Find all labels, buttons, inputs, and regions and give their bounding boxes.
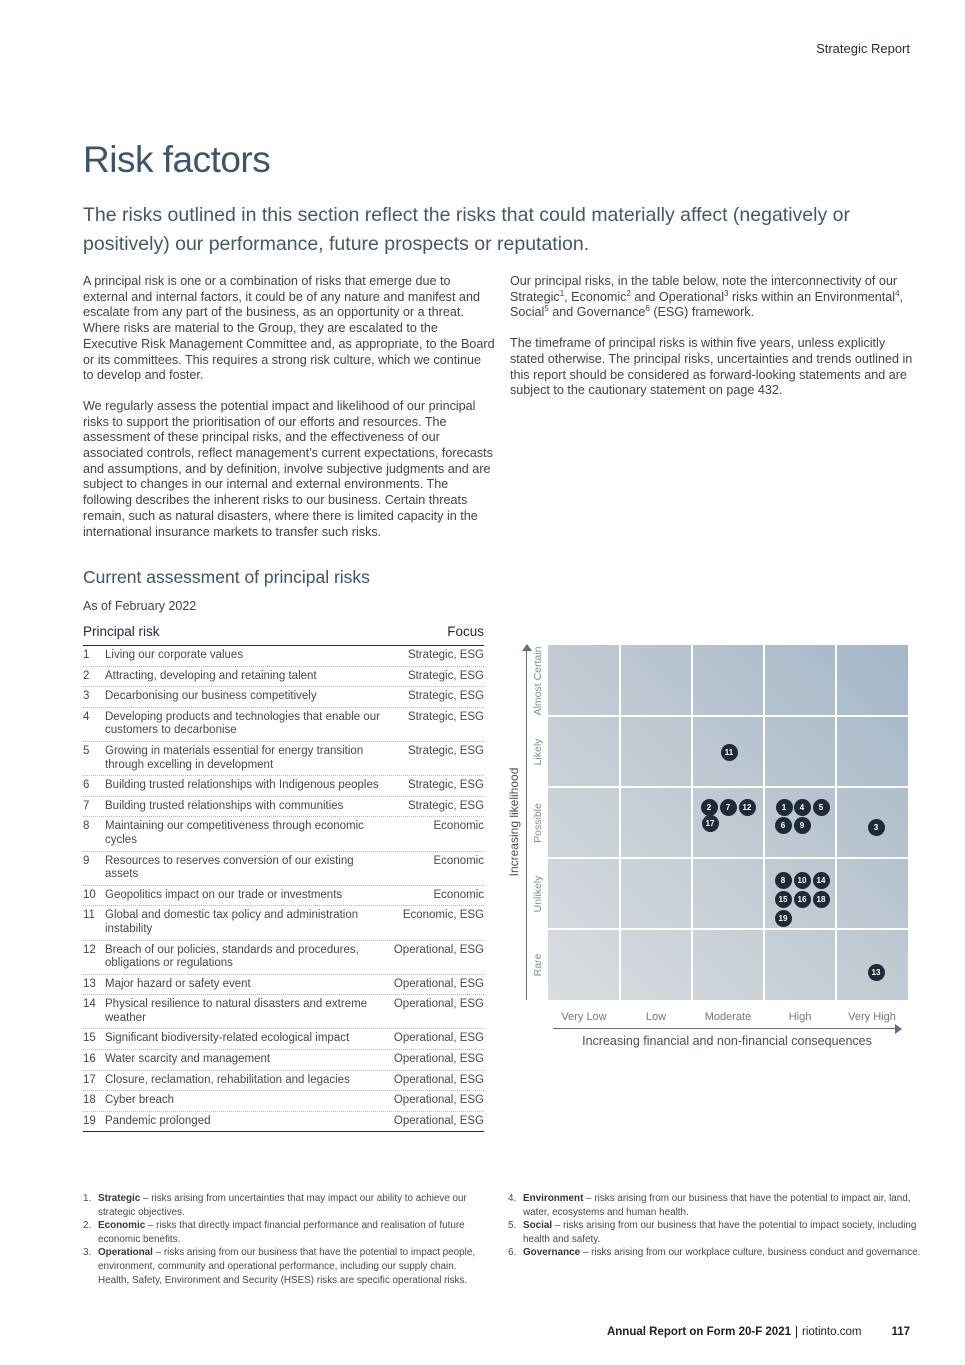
text-run: , Economic [564, 289, 627, 304]
footnote-item [83, 1192, 485, 1219]
gridline-horizontal [548, 786, 908, 788]
paragraph: The timeframe of principal risks is within five years, unless explicitly stated otherwise. The principal risks, uncertainties and trends outlined in this report should be considered as forward-looking statements and are subject to the cautionary statement on page 432. [510, 336, 913, 398]
gridline-horizontal [548, 715, 908, 717]
risk-focus: Economic [433, 820, 484, 833]
risk-focus: Economic [433, 888, 485, 901]
footnote-text: Operational – risks arising from our business that have the potential to impact people, environment, community and operational performance, including our supply chain. Health, Safety, Environment and Security (HSES) risks are specific operational risks. [98, 1247, 476, 1286]
row-number: 15 [83, 1032, 96, 1045]
intro-left-column [83, 274, 495, 540]
gridline-horizontal [548, 857, 908, 859]
text-run: , Social [510, 289, 904, 320]
risk-name: Global and domestic tax policy and administration instability [105, 909, 359, 935]
footnote-reference: 4 [895, 288, 900, 298]
risk-name: Resources to reserves conversion of our existing assets [105, 854, 354, 881]
footnote-reference: 6 [645, 304, 650, 314]
as-of-date: As of February 2022 [83, 599, 197, 613]
footnote-text: Social – risks arising from our business that have the potential to impact society, including health and safety. [523, 1220, 917, 1245]
gridline-horizontal [548, 928, 908, 930]
table-row [83, 708, 484, 742]
risk-matrix-plot [548, 645, 908, 1000]
paragraph: A principal risk is one or a combination of risks that emerge due to external and internal factors, it could be of any nature and manifest and escalate from any part of the business, as an opportunity or a threat. Where risks are material to the Group, they are escalated to the Executive Risk Management Committee and, as appropriate, to the Board or its committees. This requires a strong risk culture, which we continue to develop and foster. [83, 274, 495, 383]
y-axis-tick: Unlikely [532, 875, 544, 912]
risk-name: Building trusted relationships with communities [105, 799, 344, 812]
x-axis-title: Increasing financial and non-financial consequences [582, 1034, 872, 1048]
footnote-item [83, 1246, 485, 1287]
risk-point-5: 5 [813, 799, 830, 816]
row-number: 6 [83, 779, 90, 792]
risk-name: Breach of our policies, standards and procedures, obligations or regulations [105, 943, 359, 970]
risk-name: Developing products and technologies that enable our customers to decarbonise [105, 710, 380, 737]
risk-point-6: 6 [775, 817, 792, 834]
gridline-vertical [619, 645, 621, 1000]
table-row [83, 1029, 484, 1050]
footnote-item [508, 1192, 928, 1219]
footnotes-left [83, 1192, 485, 1287]
text-run: (ESG) framework. [649, 305, 755, 320]
page-number: 117 [891, 1326, 910, 1338]
footer-report-title: Annual Report on Form 20-F 2021 [606, 1326, 791, 1338]
risk-point-11: 11 [721, 744, 738, 761]
risk-point-16: 16 [794, 891, 811, 908]
x-axis-line [553, 1028, 895, 1029]
text-run: Our principal risks, in the table below, note the interconnectivity of our Strategic [510, 274, 898, 304]
x-axis-tick: High [788, 1011, 812, 1023]
table-row [83, 797, 484, 818]
footer-website: riotinto.com [802, 1326, 862, 1338]
row-number: 17 [83, 1073, 96, 1086]
x-axis-arrow-icon [895, 1024, 902, 1034]
y-axis-tick: Likely [532, 738, 544, 765]
risk-name: Pandemic prolonged [105, 1114, 211, 1127]
footnote-item [83, 1219, 485, 1246]
row-number: 2 [83, 669, 90, 682]
row-number: 7 [83, 799, 90, 812]
gridline-vertical [691, 645, 693, 1000]
risk-point-12: 12 [739, 799, 756, 816]
footnote-reference: 5 [544, 304, 549, 314]
risk-point-2: 2 [701, 799, 718, 816]
risk-name: Significant biodiversity-related ecological impact [105, 1032, 350, 1045]
footnote-number: 3. [83, 1247, 92, 1259]
row-number: 8 [83, 820, 90, 833]
risk-name: Living our corporate values [105, 649, 244, 661]
risk-name: Cyber breach [105, 1094, 175, 1107]
risk-name: Physical resilience to natural disasters and extreme weather [105, 998, 368, 1024]
risk-name: Closure, reclamation, rehabilitation and legacies [105, 1073, 350, 1086]
table-row [83, 776, 484, 797]
risk-focus: Operational, ESG [393, 1114, 485, 1127]
y-axis-title: Increasing likelihood [507, 767, 521, 877]
footnote-text: Governance – risks arising from our workplace culture, business conduct and governance. [523, 1247, 921, 1259]
risk-focus: Strategic, ESG [407, 669, 484, 682]
risk-focus: Operational, ESG [393, 1073, 485, 1086]
row-number: 12 [83, 943, 96, 956]
y-axis-arrow-icon [522, 644, 532, 651]
risk-point-4: 4 [794, 799, 811, 816]
table-row [83, 1091, 484, 1112]
row-number: 1 [83, 649, 90, 661]
risk-focus: Strategic, ESG [407, 799, 485, 812]
principal-risk-table [83, 624, 484, 1132]
footnote-item [508, 1219, 928, 1246]
footnote-reference: 1 [559, 288, 565, 298]
row-number: 14 [83, 998, 96, 1011]
paragraph [510, 274, 920, 321]
row-number: 19 [83, 1114, 96, 1127]
risk-name: Attracting, developing and retaining talent [105, 669, 317, 682]
risk-focus: Strategic, ESG [407, 690, 485, 703]
risk-name: Major hazard or safety event [105, 977, 251, 990]
footnote-number: 2. [83, 1220, 92, 1232]
risk-focus: Operational, ESG [393, 1094, 484, 1107]
table-row [83, 817, 484, 851]
table-row [83, 941, 484, 975]
risk-focus: Operational, ESG [393, 1032, 485, 1045]
y-axis-tick: Almost Certain [532, 646, 544, 715]
x-axis-tick: Low [645, 1011, 667, 1023]
text-run: and Governance [548, 305, 646, 320]
footnote-reference: 3 [724, 288, 729, 298]
y-axis-tick: Possible [532, 802, 544, 843]
page-subtitle: The risks outlined in this section reflect the risks that could materially affect (negatively or positively) our performance, future prospects or reputation. [83, 204, 850, 255]
risk-focus: Economic [433, 854, 484, 867]
risk-point-13: 13 [868, 964, 885, 981]
table-row [83, 742, 484, 776]
page-footer [607, 1326, 910, 1338]
risk-focus: Strategic, ESG [407, 710, 484, 723]
table-row [83, 687, 484, 708]
risk-point-9: 9 [794, 817, 811, 834]
risk-focus: Strategic, ESG [407, 744, 484, 757]
table-row [83, 995, 484, 1029]
risk-point-3: 3 [868, 819, 885, 836]
risk-focus: Operational, ESG [393, 977, 485, 990]
table-row [83, 906, 484, 940]
gridline-vertical [835, 645, 837, 1000]
footnote-item [508, 1246, 928, 1260]
footer-divider [796, 1326, 797, 1338]
risk-point-18: 18 [813, 891, 830, 908]
table-row [83, 852, 484, 886]
risk-focus: Operational, ESG [393, 1053, 485, 1066]
risk-name: Decarbonising our business competitively [105, 690, 317, 703]
risk-focus: Operational, ESG [393, 998, 484, 1011]
row-number: 13 [83, 977, 96, 990]
table-row [83, 1112, 484, 1133]
column-header-risk: Principal risk [83, 624, 160, 639]
intro-right-column [510, 274, 920, 399]
table-body [83, 646, 484, 1132]
risk-point-7: 7 [720, 799, 737, 816]
footnote-number: 5. [508, 1220, 517, 1232]
table-header-row [83, 624, 484, 646]
footnote-number: 6. [508, 1247, 517, 1259]
risk-name: Building trusted relationships with Indigenous peoples [105, 779, 379, 792]
paragraph: We regularly assess the potential impact and likelihood of our principal risks to support the prioritisation of our efforts and resources. The assessment of these principal risks, and the effectiveness of our associated controls, reflect management’s current expectations, forecasts and assumptions, and by definition, involve subjective judgments and are subject to changes in our internal and external environments. The following describes the inherent risks to our business. Certain threats remain, such as natural disasters, where there is limited capacity in the international insurance markets to transfer such risks. [83, 398, 493, 539]
risk-point-1: 1 [776, 799, 793, 816]
row-number: 5 [83, 744, 90, 757]
row-number: 18 [83, 1094, 96, 1107]
risk-point-10: 10 [794, 872, 811, 889]
risk-point-8: 8 [775, 872, 792, 889]
footnote-text: Economic – risks that directly impact financial performance and realisation of future economic benefits. [98, 1220, 465, 1245]
x-axis-tick: Very Low [561, 1011, 607, 1023]
gridline-vertical [763, 645, 765, 1000]
text-run: risks within an Environmental [728, 289, 896, 304]
table-row [83, 1050, 484, 1071]
risk-name: Geopolitics impact on our trade or investments [105, 888, 343, 901]
section-heading: Current assessment of principal risks [83, 567, 370, 587]
table-row [83, 646, 484, 667]
risk-focus: Strategic, ESG [407, 779, 484, 792]
table-row [83, 975, 484, 996]
footnotes-right [508, 1192, 928, 1260]
text-run: and Operational [630, 289, 725, 304]
table-row [83, 886, 484, 907]
risk-name: Maintaining our competitiveness through economic cycles [105, 820, 364, 846]
risk-name: Growing in materials essential for energy transition through excelling in development [105, 744, 364, 771]
row-number: 11 [83, 909, 95, 922]
x-axis-tick: Very High [848, 1011, 896, 1023]
risk-name: Water scarcity and management [105, 1053, 271, 1066]
column-header-focus: Focus [447, 624, 484, 639]
footnote-number: 4. [508, 1193, 517, 1204]
risk-focus: Economic, ESG [402, 909, 484, 922]
row-number: 10 [83, 888, 96, 901]
risk-point-17: 17 [702, 815, 719, 832]
y-axis-line [526, 650, 527, 1000]
table-row [83, 667, 484, 688]
risk-focus: Operational, ESG [393, 943, 484, 956]
footnote-text: Environment – risks arising from our business that have the potential to impact air, land, water, ecosystems and human health. [523, 1193, 911, 1218]
y-axis-tick: Rare [532, 953, 544, 976]
footnote-number: 1. [83, 1193, 92, 1204]
row-number: 9 [83, 854, 90, 867]
footnote-text: Strategic – risks arising from uncertainties that may impact our ability to achieve our strategic objectives. [98, 1193, 467, 1218]
page-title: Risk factors [83, 139, 271, 180]
row-number: 3 [83, 690, 90, 703]
x-axis-tick: Moderate [704, 1011, 752, 1023]
risk-point-14: 14 [813, 872, 830, 889]
section-header-label: Strategic Report [816, 41, 910, 56]
risk-focus: Strategic, ESG [407, 649, 484, 661]
row-number: 4 [83, 710, 90, 723]
footnote-reference: 2 [626, 288, 631, 298]
table-row [83, 1071, 484, 1092]
risk-point-15: 15 [775, 891, 792, 908]
risk-point-19: 19 [775, 910, 792, 927]
row-number: 16 [83, 1053, 96, 1066]
